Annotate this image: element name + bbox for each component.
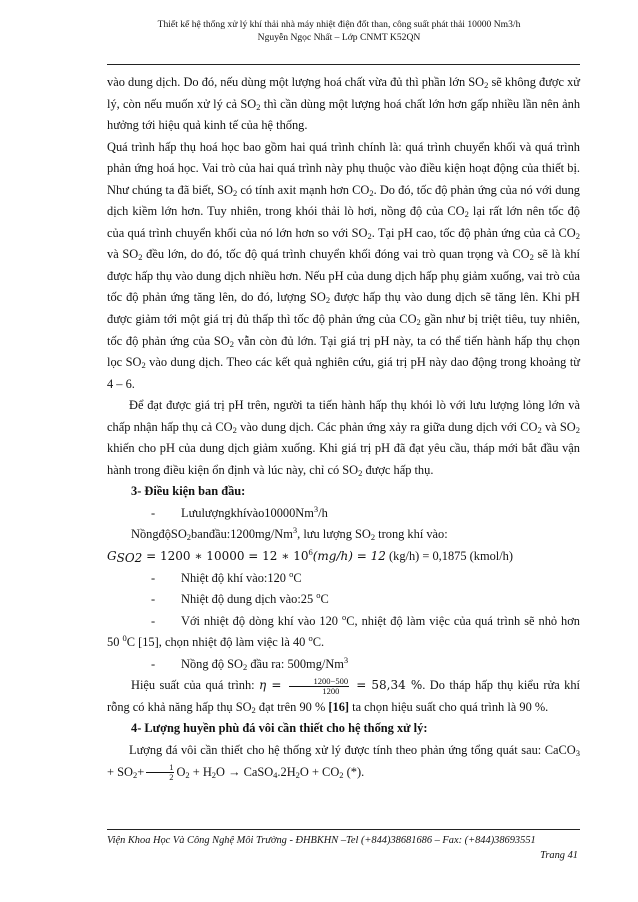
footer-divider: [107, 829, 580, 830]
initial-concentration: $NồngđộSO_2banđầu:1200mg/Nm^3$, lưu lượng $SO_2$ trong khí vào:: [131, 525, 448, 543]
section-4-heading: 4- Lượng huyền phù đá vôi cần thiết cho hệ thống xử lý:: [131, 721, 428, 736]
page-footer: Viện Khoa Học Và Công Nghệ Môi Trường - ĐHBKHN –Tel (+844)38681686 – Fax: (+844)38693551: [107, 835, 536, 846]
outlet-concentration-item: - Nồng độ $SO_2$ đầu ra: 500mg/Nm$^3$: [151, 654, 349, 672]
section-3-heading: 3- Điều kiện ban đầu:: [131, 484, 246, 499]
efficiency-fraction: $\frac{1200-500}{1200}$: [289, 677, 350, 696]
paragraph-2: Quá trình hấp thụ hoá học bao gồm hai quá trình chính là: quá trình chuyển khối và quá trình phản ứng hoá học. Vai trò của hai quá trình này phụ thuộc vào điều kiện hoạt động của thiết bị. Như chúng ta đã biết, $SO_2$ có tính axit mạnh hơn $CO_2$. Do đó, tốc độ phản ứng của nó với dung dịch kiềm lớn hơn. Tuy nhiên, trong khói thải lò hơi, nồng độ của $CO_2$ lại rất lớn nên tốc độ của quá trình chuyển khối của nó lớn hơn so với $SO_2$. Tại pH cao, tốc độ phản ứng của cả $CO_2$ và $SO_2$ đều lớn, do đó, tốc độ quá trình chuyển khối đóng vai trò quan trọng và $CO_2$ sẽ là khí được hấp thụ vào dung dịch nhiều hơn. Nếu pH của dung dịch hấp phụ giảm xuống, vai trò của tốc độ phản ứng tăng lên, do đó, lượng $SO_2$ được hấp thụ vào dung dịch sẽ tăng lên. Khi pH được giảm tới một giá trị đủ thấp thì tốc độ phản ứng của $CO_2$ gần như bị triệt tiêu, tuy nhiên, tốc độ phản ứng của $SO_2$ vẫn còn đủ lớn. Tại giá trị pH này, ta có thể tiến hành hấp thụ chọn lọc $SO_2$ vào dung dịch. Theo các kết quả nghiên cứu, giá trị pH này dao động trong khoảng từ 4 – 6.: [107, 139, 580, 391]
working-temperature-item: - Với nhiệt độ dòng khí vào 120 $^o$C, nhiệt độ làm việc của quá trình sẽ nhỏ hơn 50 $^0$C [15], chọn nhiệt độ làm việc là 40 $^o$C.: [107, 611, 580, 650]
half-fraction: $\frac{1}{2}$: [146, 763, 174, 782]
page-number: Trang 41: [540, 850, 578, 861]
paragraph-4: Lượng đá vôi cần thiết cho hệ thống xử lý được tính theo phản ứng tổng quát sau: CaCO$_3$ + $SO_2+$ $\frac{1}{2}$ $O_2 + H_2O$ → $CaSO_4.2H_2O + CO_2$ (*).: [107, 742, 580, 783]
efficiency-paragraph: Hiệu suất của quá trình: η = $\frac{1200-500}{1200}$ = 58,34 %. Do tháp hấp thụ kiểu rửa khí rỗng có khả năng hấp thụ $SO_2$ đạt trên 90 % [16] ta chọn hiệu suất cho quá trình là 90 %.: [107, 675, 580, 715]
gas-temperature-item: - Nhiệt độ khí vào:120 $^o$C: [151, 568, 302, 585]
header-title: Thiết kế hệ thống xử lý khí thải nhà máy nhiệt điện đốt than, công suất phát thải 10000 Nm3/h: [157, 19, 521, 30]
page-body: [107, 72, 580, 783]
paragraph-3: Để đạt được giá trị pH trên, người ta tiến hành hấp thụ khói lò với lưu lượng lỏng lớn và chấp nhận hấp thụ cả $CO_2$ vào dung dịch. Các phản ứng xảy ra giữa dung dịch với $CO_2$ và $SO_2$ khiến cho pH của dung dịch giảm xuống. Khi giá trị pH đã đạt yêu cầu, tháp mới bắt đầu vận hành trong điều kiện ổn định và lúc này, chỉ có $SO_2$ được hấp thụ.: [107, 398, 580, 478]
header-author: Nguyễn Ngọc Nhất – Lớp CNMT K52QN: [257, 32, 421, 43]
liquid-temperature-item: - Nhiệt độ dung dịch vào:25 $^o$C: [151, 590, 329, 607]
page-header: [100, 18, 578, 44]
flow-rate-item: - Lưulượngkhívào10000Nm$^3$/h: [151, 503, 328, 520]
header-divider: [107, 64, 580, 65]
so2-load-formula: $G_{SO2} = 1200$ ∗ 10000 = 12 ∗ $10^6(mg/h) = 12$ (kg/h) = 0,1875 (kmol/h): [107, 547, 514, 566]
paragraph-1: vào dung dịch. Do đó, nếu dùng một lượng hoá chất vừa đủ thì phần lớn $SO_2$ sẽ không được xử lý, còn nếu muốn xử lý cả $SO_2$ thì cần dùng một lượng hoá chất lớn hơn gấp nhiều lần nên ảnh hưởng tới hiệu quả kinh tế của hệ thống.: [107, 75, 581, 133]
